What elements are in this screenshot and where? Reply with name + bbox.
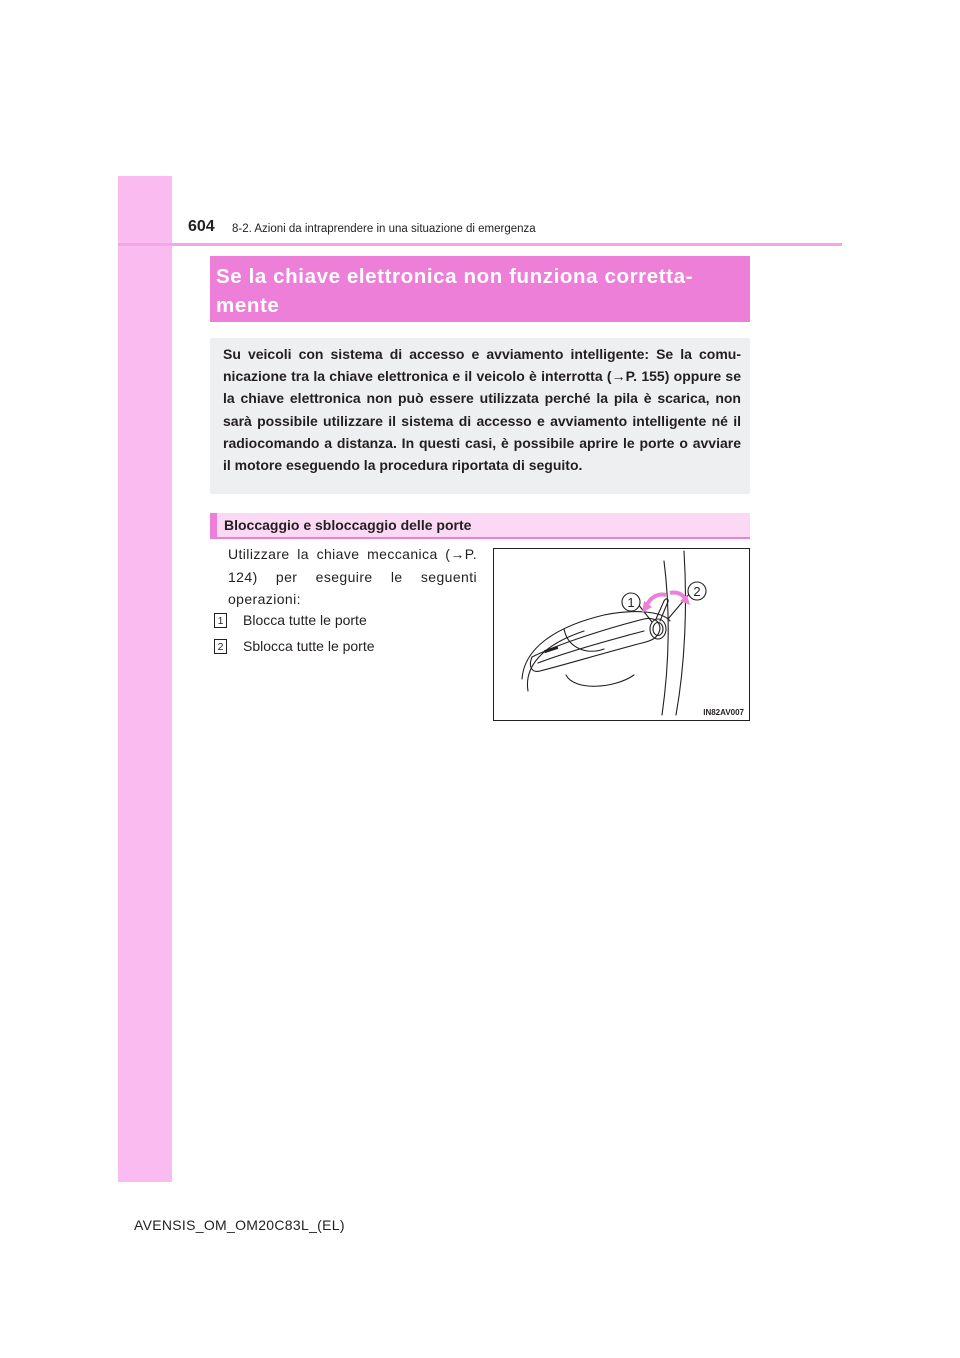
- subheading-banner: [210, 513, 750, 539]
- section-title-line-2: mente: [216, 294, 280, 317]
- section-header: 8-2. Azioni da intraprendere in una situazione di emergenza: [232, 223, 536, 235]
- door-edge-line: [676, 551, 685, 715]
- figure-code: IN82AV007: [703, 708, 744, 717]
- intro-text-end: ) oppure se la chiave elettronica non può essere utilizzata perché la pila è scarica, non sarà possibile utilizzare il sistema di accesso e avviamento intelligente né il radiocomando a distanza. In questi casi, è possibile aprire le porte o avviare il motore eseguendo la procedura riportata di seguito.: [223, 368, 742, 474]
- section-title: [216, 262, 750, 320]
- door-edge-line: [662, 561, 668, 715]
- sidebar-tab: [118, 176, 172, 1182]
- door-handle-illustration: [493, 548, 750, 721]
- instruction-text-start: Utilizzare la chiave meccanica (: [228, 546, 451, 562]
- step-text: Sblocca tutte le porte: [243, 638, 375, 654]
- instruction-text-end: ) per eseguire le seguenti operazioni:: [228, 568, 477, 607]
- footer-document-code: AVENSIS_OM_OM20C83L_(EL): [134, 1217, 345, 1233]
- page-number: 604: [188, 218, 215, 235]
- section-title-banner: [210, 256, 750, 322]
- ref-arrow-icon: →: [450, 546, 465, 562]
- subheading: Bloccaggio e sbloccaggio delle porte: [224, 517, 472, 533]
- step-text: Blocca tutte le porte: [243, 612, 367, 628]
- callout-number: 2: [693, 584, 701, 599]
- handle-recess: [566, 675, 634, 686]
- section-title-line-1: Se la chiave elettronica non funziona corretta-: [216, 265, 694, 288]
- intro-text: [223, 343, 741, 476]
- page-reference-link[interactable]: P. 124: [228, 546, 477, 585]
- handle-recess: [522, 612, 670, 679]
- intro-text-start: Su veicoli con sistema di accesso e avviamento intelligente: Se la comu-nicazione tra la chiave elettronica e il veicolo è interrotta (: [223, 346, 741, 385]
- step-number-badge: 2: [214, 639, 227, 654]
- step-number-badge: 1: [214, 613, 227, 628]
- intro-box: [210, 338, 750, 494]
- ref-arrow-icon: →: [611, 368, 626, 385]
- header-divider: [118, 243, 842, 246]
- door-handle-drawing: [494, 549, 749, 720]
- instruction-text: [228, 543, 477, 611]
- page-reference-link[interactable]: P. 155: [625, 368, 665, 385]
- mechanical-key: [656, 601, 667, 621]
- callout-number: 1: [627, 595, 635, 610]
